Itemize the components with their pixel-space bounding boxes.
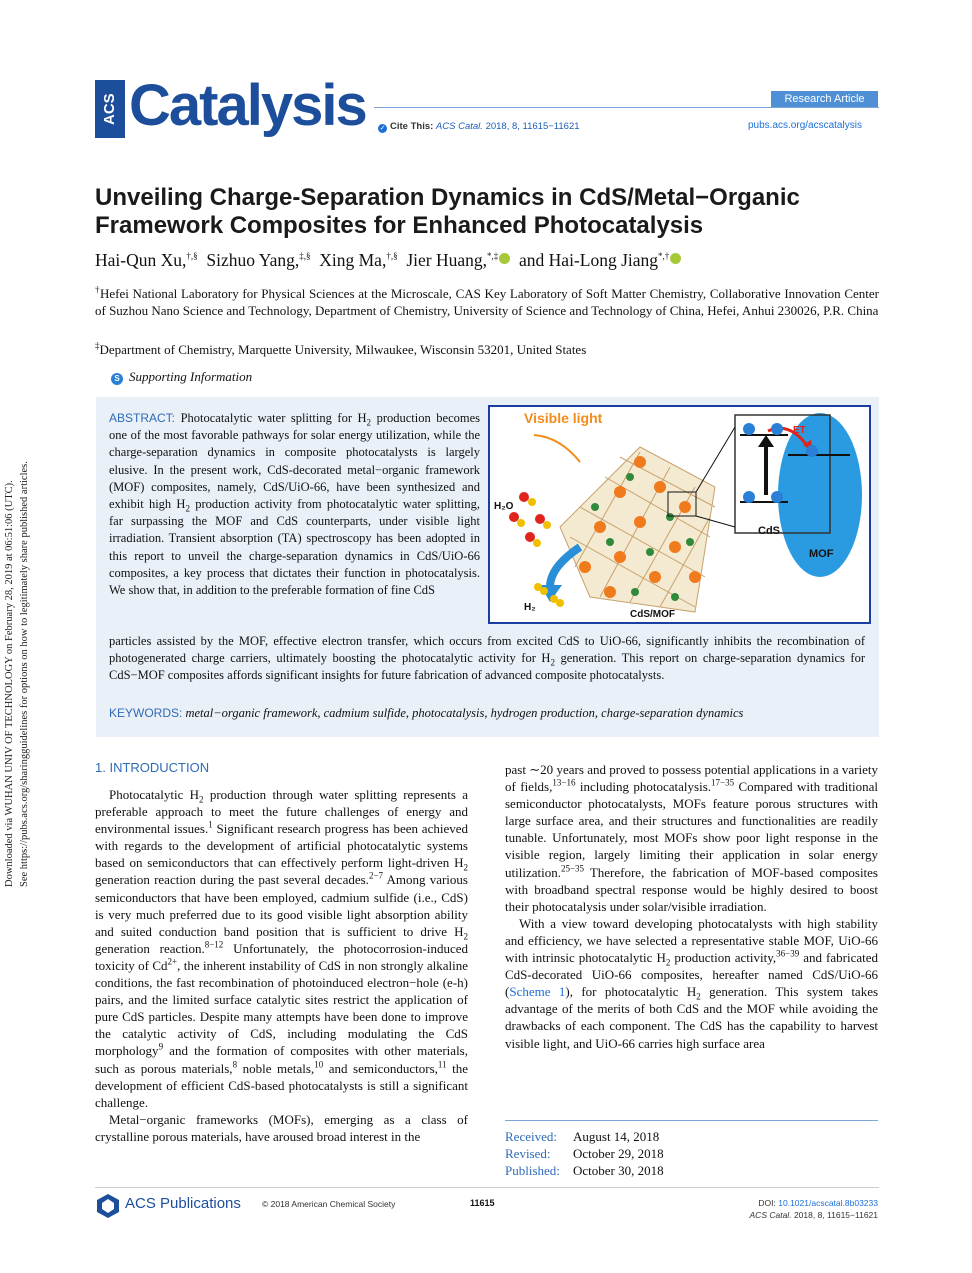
published-row [505,1162,664,1179]
abstract-label: ABSTRACT: [109,411,176,425]
aff-mark: ‡ [95,340,100,351]
revised-label: Revised: [505,1146,551,1161]
et-label: ET [793,425,806,436]
logo-acs-mark: ACS [95,80,125,138]
aff-text: Department of Chemistry, Marquette University, Milwaukee, Wisconsin 53201, United States [99,342,587,357]
journal-logo[interactable] [95,73,366,142]
logo-wordmark: Catalysis [129,73,366,138]
mof-label: MOF [809,548,834,560]
watermark-line-2: See https://pubs.acs.org/sharingguidelines for options on how to legitimately share published articles. [19,461,30,887]
hole-2 [771,491,783,503]
received-date: August 14, 2018 [573,1129,660,1144]
cite-ref[interactable]: 2018, 8, 11615−11621 [485,121,580,132]
body-column-left: Photocatalytic $H_2$ production through water splitting represents a preferable approach to meet the future challenges of energy and environmental issues.$^1$ Significant research progress has been achieved with regards to the development of artificial photocatalytic systems based on semiconductors that can effectively perform light-driven $H_2$ generation reaction during the past several decades.$^{2-7}$ Among various semiconductors that have been employed, cadmium sulfide (i.e., CdS) is very much preferred due to its good visible light absorption ability and suited conduction band position that is sufficient to drive $H_2$ generation reaction.$^{8-12}$ Unfortunately, the photocorrosion-induced toxicity of $Cd^{2+}$, the inherent instability of CdS in non strongly alkaline conditions, the fast recombination of photoinduced electron−hole (e-h) pairs, and the limited surface catalytic sites restrict the application of pure CdS particles. Despite many attempts have been done to improve the catalytic activity of CdS, including modulating the CdS morphology$^9$ and the formation of composites with other materials, such as porous materials,$^8$ noble metals,$^{10}$ and semiconductors,$^{11}$ the development of efficient CdS-based photocatalysts is still a significant challenge. Metal−organic frameworks (MOFs), emerging as a class of crystalline porous materials, have aroused broad interest in the [95,787,468,1144]
abstract-run: particles assisted by the MOF, effective electron transfer, which occurs from excited CdS to UiO-66, significantly inhibits the recombination of photogenerated charge carriers, ultimately boosting the photocatalytic activity for H [109,634,865,666]
toc-illustration [490,407,869,622]
orcid-icon[interactable] [499,253,510,264]
scheme-link[interactable]: Scheme 1 [509,984,566,1000]
affiliation-2 [95,341,879,358]
published-date: October 30, 2018 [573,1163,664,1178]
footer-divider [95,1187,879,1188]
cds-label: CdS [758,525,780,537]
author-sup: †,§ [186,251,198,262]
cite-label: Cite This: [390,121,434,132]
abstract-text [109,410,480,599]
acs-publications-logo[interactable] [95,1193,255,1223]
cite-this[interactable] [378,121,580,133]
cite-journal[interactable]: ACS Catal. [435,121,483,132]
excitation-arrowhead [758,435,774,447]
footer-journal: ACS Catal. [749,1210,792,1220]
abstract-run: production activity from photocatalytic water splitting, far surpassing the MOF and CdS counterparts, under visible light irradiation. Transient absorption (TA) spectroscopy has been adopted in this report to unveil the charge-separation dynamics in CdS/UiO-66 composites, a key process that dictates their function in photocatalysis. We show that, in addition to the preferable formation of fine CdS [109,497,480,598]
author-sup: *,‡ [487,251,499,262]
journal-url-link[interactable]: pubs.acs.org/acscatalysis [748,120,862,131]
hole-1 [743,491,755,503]
water-molecules [509,492,551,547]
author-name[interactable]: Jier Huang, [406,250,488,270]
orcid-icon[interactable] [670,253,681,264]
doi-link[interactable]: 10.1021/acscatal.8b03233 [778,1198,878,1208]
acs-hexagon-icon [95,1193,121,1219]
keywords-text: metal−organic framework, cadmium sulfide, photocatalysis, hydrogen production, charge-separation dynamics [185,706,744,720]
publisher-name: ACS Publications [125,1195,241,1212]
author-name[interactable]: Hai-Qun Xu, [95,250,187,270]
electron-1 [743,423,755,435]
publication-dates [505,1128,664,1179]
abstract-text-continued [109,633,865,685]
supporting-info-label: Supporting Information [129,369,253,384]
subscript: 2 [366,417,372,428]
keywords-label: KEYWORDS: [109,706,183,720]
dates-divider [505,1120,878,1121]
mof-crystal [560,447,715,612]
author-sup: ‡,§ [299,251,311,262]
article-title: Unveiling Charge-Separation Dynamics in CdS/Metal−Organic Framework Composites for Enhanced Photocatalysis [95,184,800,239]
watermark-line-1: Downloaded via WUHAN UNIV OF TECHNOLOGY on February 28, 2019 at 06:51:06 (UTC). [4,480,15,887]
toc-graphic [488,405,871,624]
author-name[interactable]: Xing Ma, [319,250,387,270]
revised-row [505,1145,664,1162]
light-arrow [534,435,580,462]
author-sup: †,§ [386,251,398,262]
supporting-info-link[interactable] [111,369,252,385]
author-name[interactable]: and Hai-Long Jiang [519,250,659,270]
article-type-badge: Research Article [771,91,878,107]
abstract-run: generation. This report on charge-separation dynamics for CdS−MOF composites affords significant insights for future fabrication of advanced composite photocatalysts. [109,651,865,683]
published-label: Published: [505,1163,560,1178]
h2o-label: H₂O [494,501,514,512]
electron-3 [806,445,818,457]
revised-date: October 29, 2018 [573,1146,664,1161]
aff-text: Hefei National Laboratory for Physical Sciences at the Microscale, CAS Key Laboratory of Soft Matter Chemistry, Collaborative Innovation Center of Suzhou Nano Science and Technology, Department of Chemistry, University of Science and Technology of China, Hefei, Anhui 230026, P.R. China [95,286,879,318]
h2-label: H₂ [524,602,536,613]
abstract-run: Photocatalytic water splitting for H [180,411,367,425]
received-row [505,1128,664,1145]
page-number: 11615 [470,1198,495,1208]
check-icon: ✓ [379,125,386,132]
affiliation-1 [95,285,879,319]
doi-block [640,1197,878,1221]
section-heading-introduction: 1. INTRODUCTION [95,760,210,775]
aff-mark: † [95,284,100,295]
composite-label: CdS/MOF [630,609,675,620]
doi-label: DOI: [758,1198,776,1208]
header-divider [374,107,879,108]
body-column-right: past ∼20 years and proved to possess potential applications in a variety of fields,$^{13-16}$ including photocatalysis.$^{17-35}$ Compared with traditional semiconductor photocatalysts, MOFs feature porous structures with large surface area, and their structures and functionalities are readily tunable. Unfortunately, most MOFs show poor light response in the visible region, largely limiting their application in solar energy utilization.$^{25-35}$ Therefore, the fabrication of MOF-based composites with broadband spectral response would be highly desired to boost their photocatalysis under solar/visible irradiation. With a view toward developing photocatalysts with high stability and efficiency, we have selected a representative stable MOF, UiO-66 with intrinsic photocatalytic $H_2$ production activity,$^{36-39}$ and fabricated CdS-decorated UiO-66 composites, hereafter named CdS/UiO-66 (Scheme 1), for photocatalytic $H_2$ generation. This system takes advantage of the merits of both CdS and the MOF while avoiding the drawbacks of each component. The CdS has the capability to harvest visible light, and UiO-66 carries high surface area [505,762,879,1051]
subscript: 2 [550,657,555,668]
subscript: 2 [185,503,190,514]
visible-light-label: Visible light [524,410,603,426]
abstract-run: production becomes one of the most favorable pathways for solar energy utilization, while the charge-separation dynamics in composite photocatalysts is largely elusive. In the present work, CdS-decorated metal−organic framework (MOF) composites, namely, CdS/UiO-66, have been synthesized and exhibit high H [109,411,481,512]
download-watermark [0,385,36,900]
received-label: Received: [505,1129,557,1144]
footer-cite-ref: 2018, 8, 11615−11621 [793,1210,878,1220]
zoom-line-1 [696,427,735,492]
copyright: © 2018 American Chemical Society [262,1199,396,1209]
electron-2 [771,423,783,435]
supporting-info-icon: S [111,373,123,385]
author-list [95,250,895,271]
author-name[interactable]: Sizhuo Yang, [206,250,300,270]
author-sup: *,† [658,251,670,262]
keywords [109,706,869,721]
